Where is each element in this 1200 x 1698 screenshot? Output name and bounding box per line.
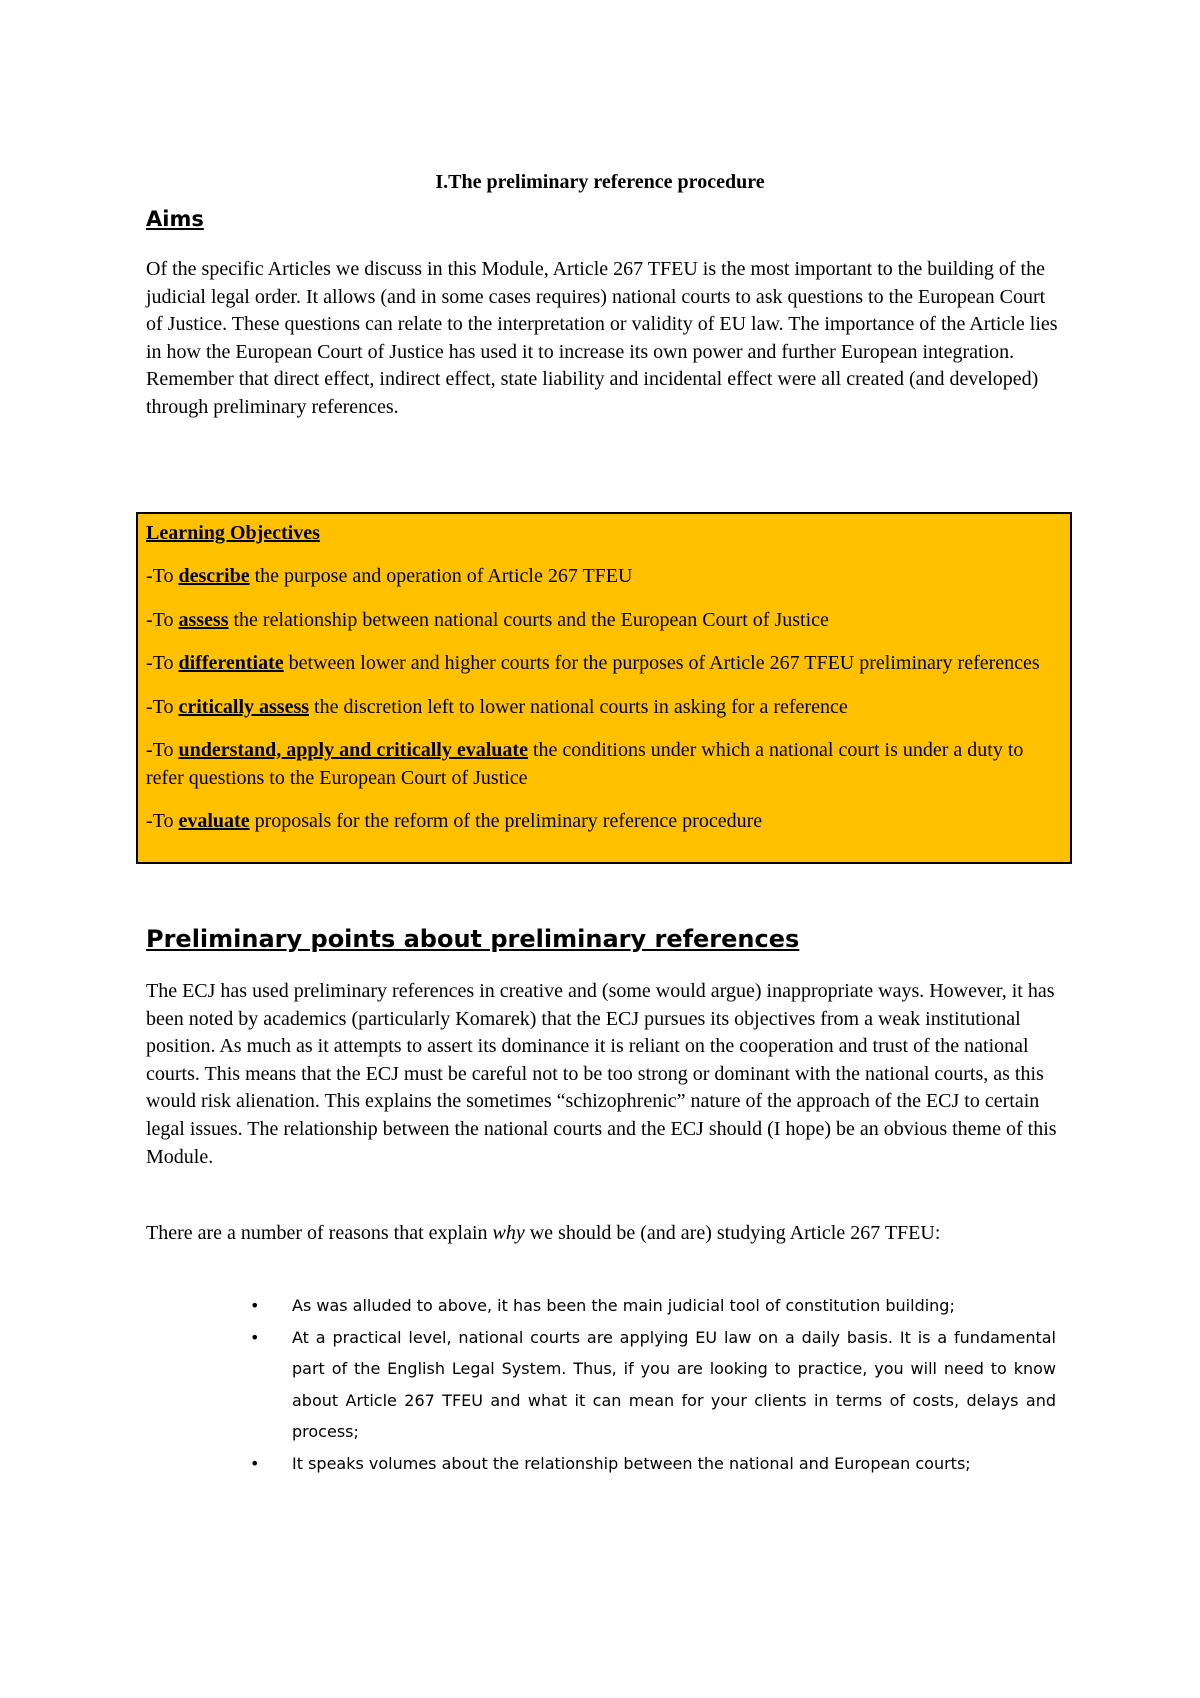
objective-keyword: differentiate	[178, 652, 284, 674]
document-title: I.The preliminary reference procedure	[435, 171, 765, 193]
reason-item	[146, 1448, 1056, 1480]
objective-prefix: -To	[146, 695, 179, 718]
bullet-icon: •	[250, 1296, 260, 1315]
bullet-icon: •	[250, 1327, 260, 1347]
learning-objectives-heading: Learning Objectives	[146, 522, 320, 544]
objective-text: proposals for the reform of the preliminary reference procedure	[249, 810, 763, 832]
objective-text: the conditions under which a national court is under a duty to refer questions to the European Court of Justice	[146, 739, 1024, 789]
objective-text: the discretion left to lower national courts in asking for a reference	[309, 695, 848, 718]
objective-prefix: -To	[146, 810, 179, 832]
objective-keyword: evaluate	[178, 810, 250, 832]
objective-item	[146, 607, 1060, 635]
objective-item	[146, 808, 1060, 836]
objective-prefix: -To	[146, 739, 179, 761]
reasons-list	[146, 1290, 1056, 1479]
objective-item	[146, 650, 1060, 678]
reason-item	[146, 1322, 1056, 1448]
objective-text: between lower and higher courts for the purposes of Article 267 TFEU preliminary references	[283, 652, 1040, 674]
objective-keyword: critically assess	[178, 695, 310, 718]
reason-text: As was alluded to above, it has been the main judicial tool of constitution building;	[292, 1296, 955, 1315]
reason-item	[146, 1290, 1056, 1322]
preliminary-points-heading: Preliminary points about preliminary references	[146, 925, 800, 953]
objective-prefix: -To	[146, 565, 179, 587]
objective-prefix: -To	[146, 608, 179, 631]
bullet-icon: •	[250, 1453, 260, 1473]
reasons-intro-start: There are a number of reasons that explain	[146, 1222, 493, 1244]
aims-heading: Aims	[146, 207, 204, 231]
objective-keyword: assess	[178, 608, 229, 631]
objective-keyword: describe	[178, 565, 250, 587]
objective-item	[146, 563, 1060, 591]
objective-prefix: -To	[146, 652, 179, 674]
preliminary-points-paragraph: The ECJ has used preliminary references in creative and (some would argue) inappropriate ways. However, it has been noted by academics (particularly Komarek) that the ECJ pursues its objectives from a weak institutional position. As much as it attempts to assert its dominance it is reliant on the cooperation and trust of the national courts. This means that the ECJ must be careful not to be too strong or dominant with the national courts, as this would risk alienation. This explains the sometimes “schizophrenic” nature of the approach of the ECJ to certain legal issues. The relationship between the national courts and the ECJ should (I hope) be an obvious theme of this Module.	[146, 980, 1057, 1168]
reasons-intro	[146, 1220, 1066, 1248]
reason-text: It speaks volumes about the relationship between the national and European courts;	[292, 1453, 971, 1473]
objective-item	[146, 737, 1060, 792]
objective-keyword: understand, apply and critically evaluate	[178, 739, 528, 761]
objective-text: the relationship between national courts and the European Court of Justice	[228, 608, 829, 631]
reasons-intro-emphasis: why	[492, 1222, 525, 1244]
aims-paragraph: Of the specific Articles we discuss in this Module, Article 267 TFEU is the most important to the building of the judicial legal order. It allows (and in some cases requires) national courts to ask questions to the European Court of Justice. These questions can relate to the interpretation or validity of EU law. The importance of the Article lies in how the European Court of Justice has used it to increase its own power and further European integration. Remember that direct effect, indirect effect, state liability and incidental effect were all created (and developed) through preliminary references.	[146, 258, 1058, 418]
objective-text: the purpose and operation of Article 267 TFEU	[249, 565, 633, 587]
objective-item	[146, 694, 1060, 722]
learning-objectives-box	[136, 512, 1072, 864]
reasons-intro-end: we should be (and are) studying Article 267 TFEU:	[524, 1222, 941, 1244]
reason-text: At a practical level, national courts are applying EU law on a daily basis. It is a fundamental part of the English Legal System. Thus, if you are looking to practice, you will need to know about Article 267 TFEU and what it can mean for your clients in terms of costs, delays and process;	[292, 1327, 1056, 1441]
